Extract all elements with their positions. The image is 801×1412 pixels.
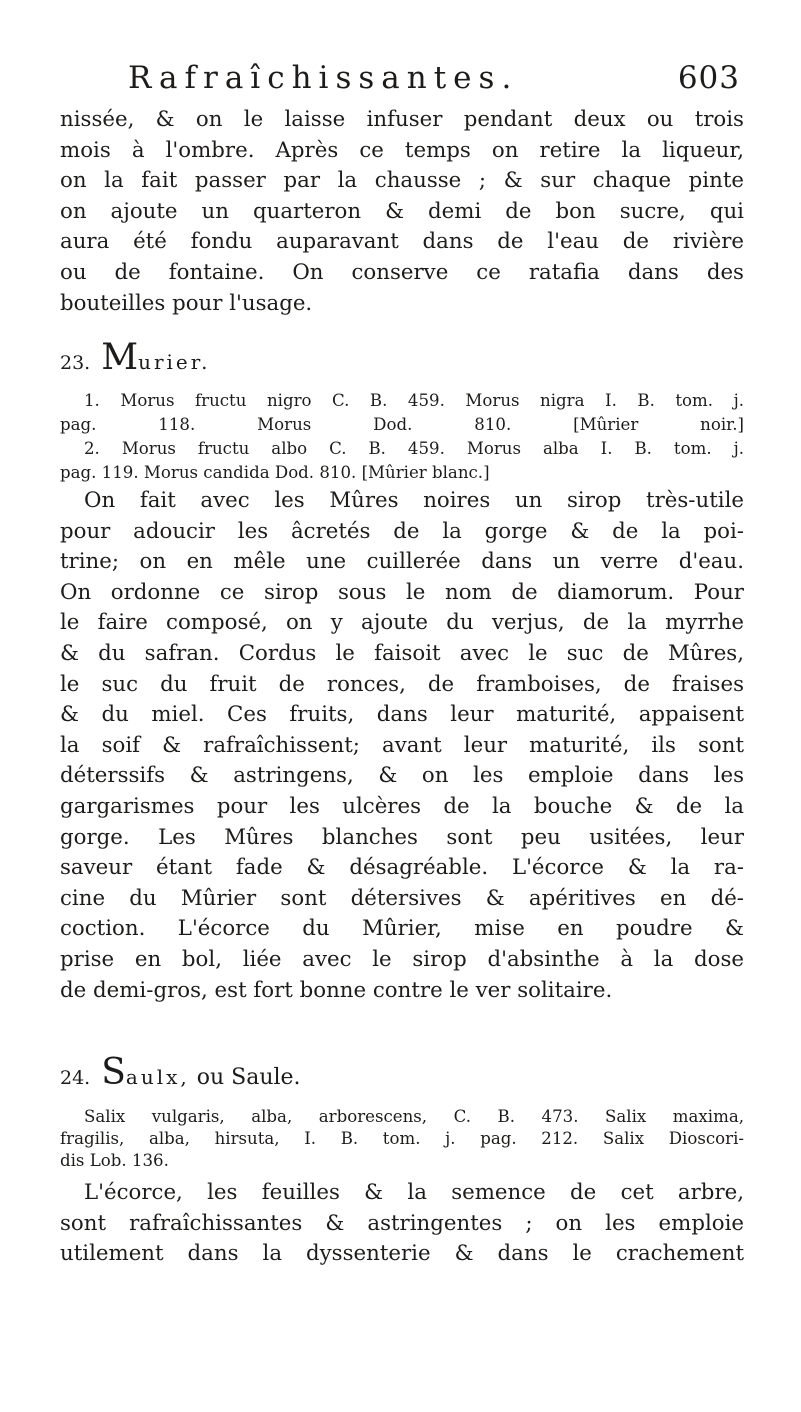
entry-23-body	[60, 486, 744, 1006]
text-line: sont rafraîchissantes & astringentes ; on les emploie	[60, 1210, 744, 1236]
synonym-line: dis Lob. 136.	[60, 1151, 169, 1170]
text-line: coction. L'écorce du Mûrier, mise en poudre &	[60, 916, 744, 942]
text-line: déterssifs & astringens, & on les emploie dans les	[60, 763, 744, 789]
text-line: bouteilles pour l'usage.	[60, 290, 313, 316]
entry-23-title	[60, 337, 211, 378]
synonym-line: fragilis, alba, hirsuta, I. B. tom. j. pag. 212. Salix Dioscori-	[60, 1129, 744, 1148]
text-line: de demi-gros, est fort bonne contre le ver solitaire.	[60, 977, 613, 1003]
entry-number: 24.	[60, 1067, 91, 1089]
text-line: aura été fondu auparavant dans de l'eau de rivière	[60, 229, 744, 255]
synonym-line: pag. 119. Morus candida Dod. 810. [Mûrier blanc.]	[60, 463, 490, 482]
text-line: mois à l'ombre. Après ce temps on retire la liqueur,	[60, 137, 744, 163]
text-line: gargarismes pour les ulcères de la bouche & de la	[60, 793, 744, 819]
entry-initial: S	[101, 1052, 126, 1093]
entry-initial: M	[101, 337, 139, 378]
running-title: Rafraîchissantes.	[128, 60, 519, 96]
text-line: On ordonne ce sirop sous le nom de diamorum. Pour	[60, 579, 744, 605]
text-line: le faire composé, on y ajoute du verjus, de la myrrhe	[60, 610, 744, 636]
synonym-line: Salix vulgaris, alba, arborescens, C. B. 473. Salix maxima,	[84, 1107, 744, 1126]
running-header	[128, 60, 740, 96]
entry-24-title	[60, 1052, 301, 1093]
intro-paragraph	[60, 105, 744, 319]
text-line: nissée, & on le laisse infuser pendant deux ou trois	[60, 107, 744, 132]
text-line: & du safran. Cordus le faisoit avec le suc de Mûres,	[60, 640, 744, 666]
text-line: On fait avec les Mûres noires un sirop très-utile	[84, 488, 744, 513]
page-number: 603	[677, 60, 740, 96]
text-line: gorge. Les Mûres blanches sont peu usitées, leur	[60, 824, 744, 850]
text-line: saveur étant fade & désagréable. L'écorce & la ra-	[60, 855, 744, 881]
text-line: prise en bol, liée avec le sirop d'absinthe à la dose	[60, 946, 744, 972]
text-line: & du miel. Ces fruits, dans leur maturité, appaisent	[60, 702, 744, 728]
text-line: utilement dans la dyssenterie & dans le crachement	[60, 1241, 744, 1267]
text-line: trine; on en mêle une cuillerée dans un verre d'eau.	[60, 549, 744, 575]
text-line: la soif & rafraîchissent; avant leur maturité, ils sont	[60, 732, 744, 758]
text-line: on la fait passer par la chausse ; & sur chaque pinte	[60, 168, 744, 194]
text-line: ou de fontaine. On conserve ce ratafia dans des	[60, 259, 744, 285]
synonym-line: pag. 118. Morus Dod. 810. [Mûrier noir.]	[60, 415, 744, 434]
entry-name: aulx,	[125, 1065, 190, 1089]
text-line: L'écorce, les feuilles & la semence de cet arbre,	[84, 1180, 744, 1205]
text-line: pour adoucir les âcretés de la gorge & de la poi-	[60, 518, 744, 544]
text-line: on ajoute un quarteron & demi de bon sucre, qui	[60, 198, 744, 224]
text-line: cine du Mûrier sont détersives & apéritives en dé-	[60, 885, 744, 911]
synonym-line: 2. Morus fructu albo C. B. 459. Morus alba I. B. tom. j.	[84, 439, 744, 458]
entry-23-synonyms	[60, 389, 744, 485]
entry-name: urier.	[138, 350, 211, 374]
entry-24-body	[60, 1178, 744, 1270]
entry-24-synonyms	[60, 1106, 744, 1172]
entry-alt-name: ou Saule.	[196, 1065, 301, 1090]
text-line: le suc du fruit de ronces, de framboises, de fraises	[60, 671, 744, 697]
entry-number: 23.	[60, 352, 91, 374]
synonym-line: 1. Morus fructu nigro C. B. 459. Morus nigra I. B. tom. j.	[84, 391, 744, 410]
